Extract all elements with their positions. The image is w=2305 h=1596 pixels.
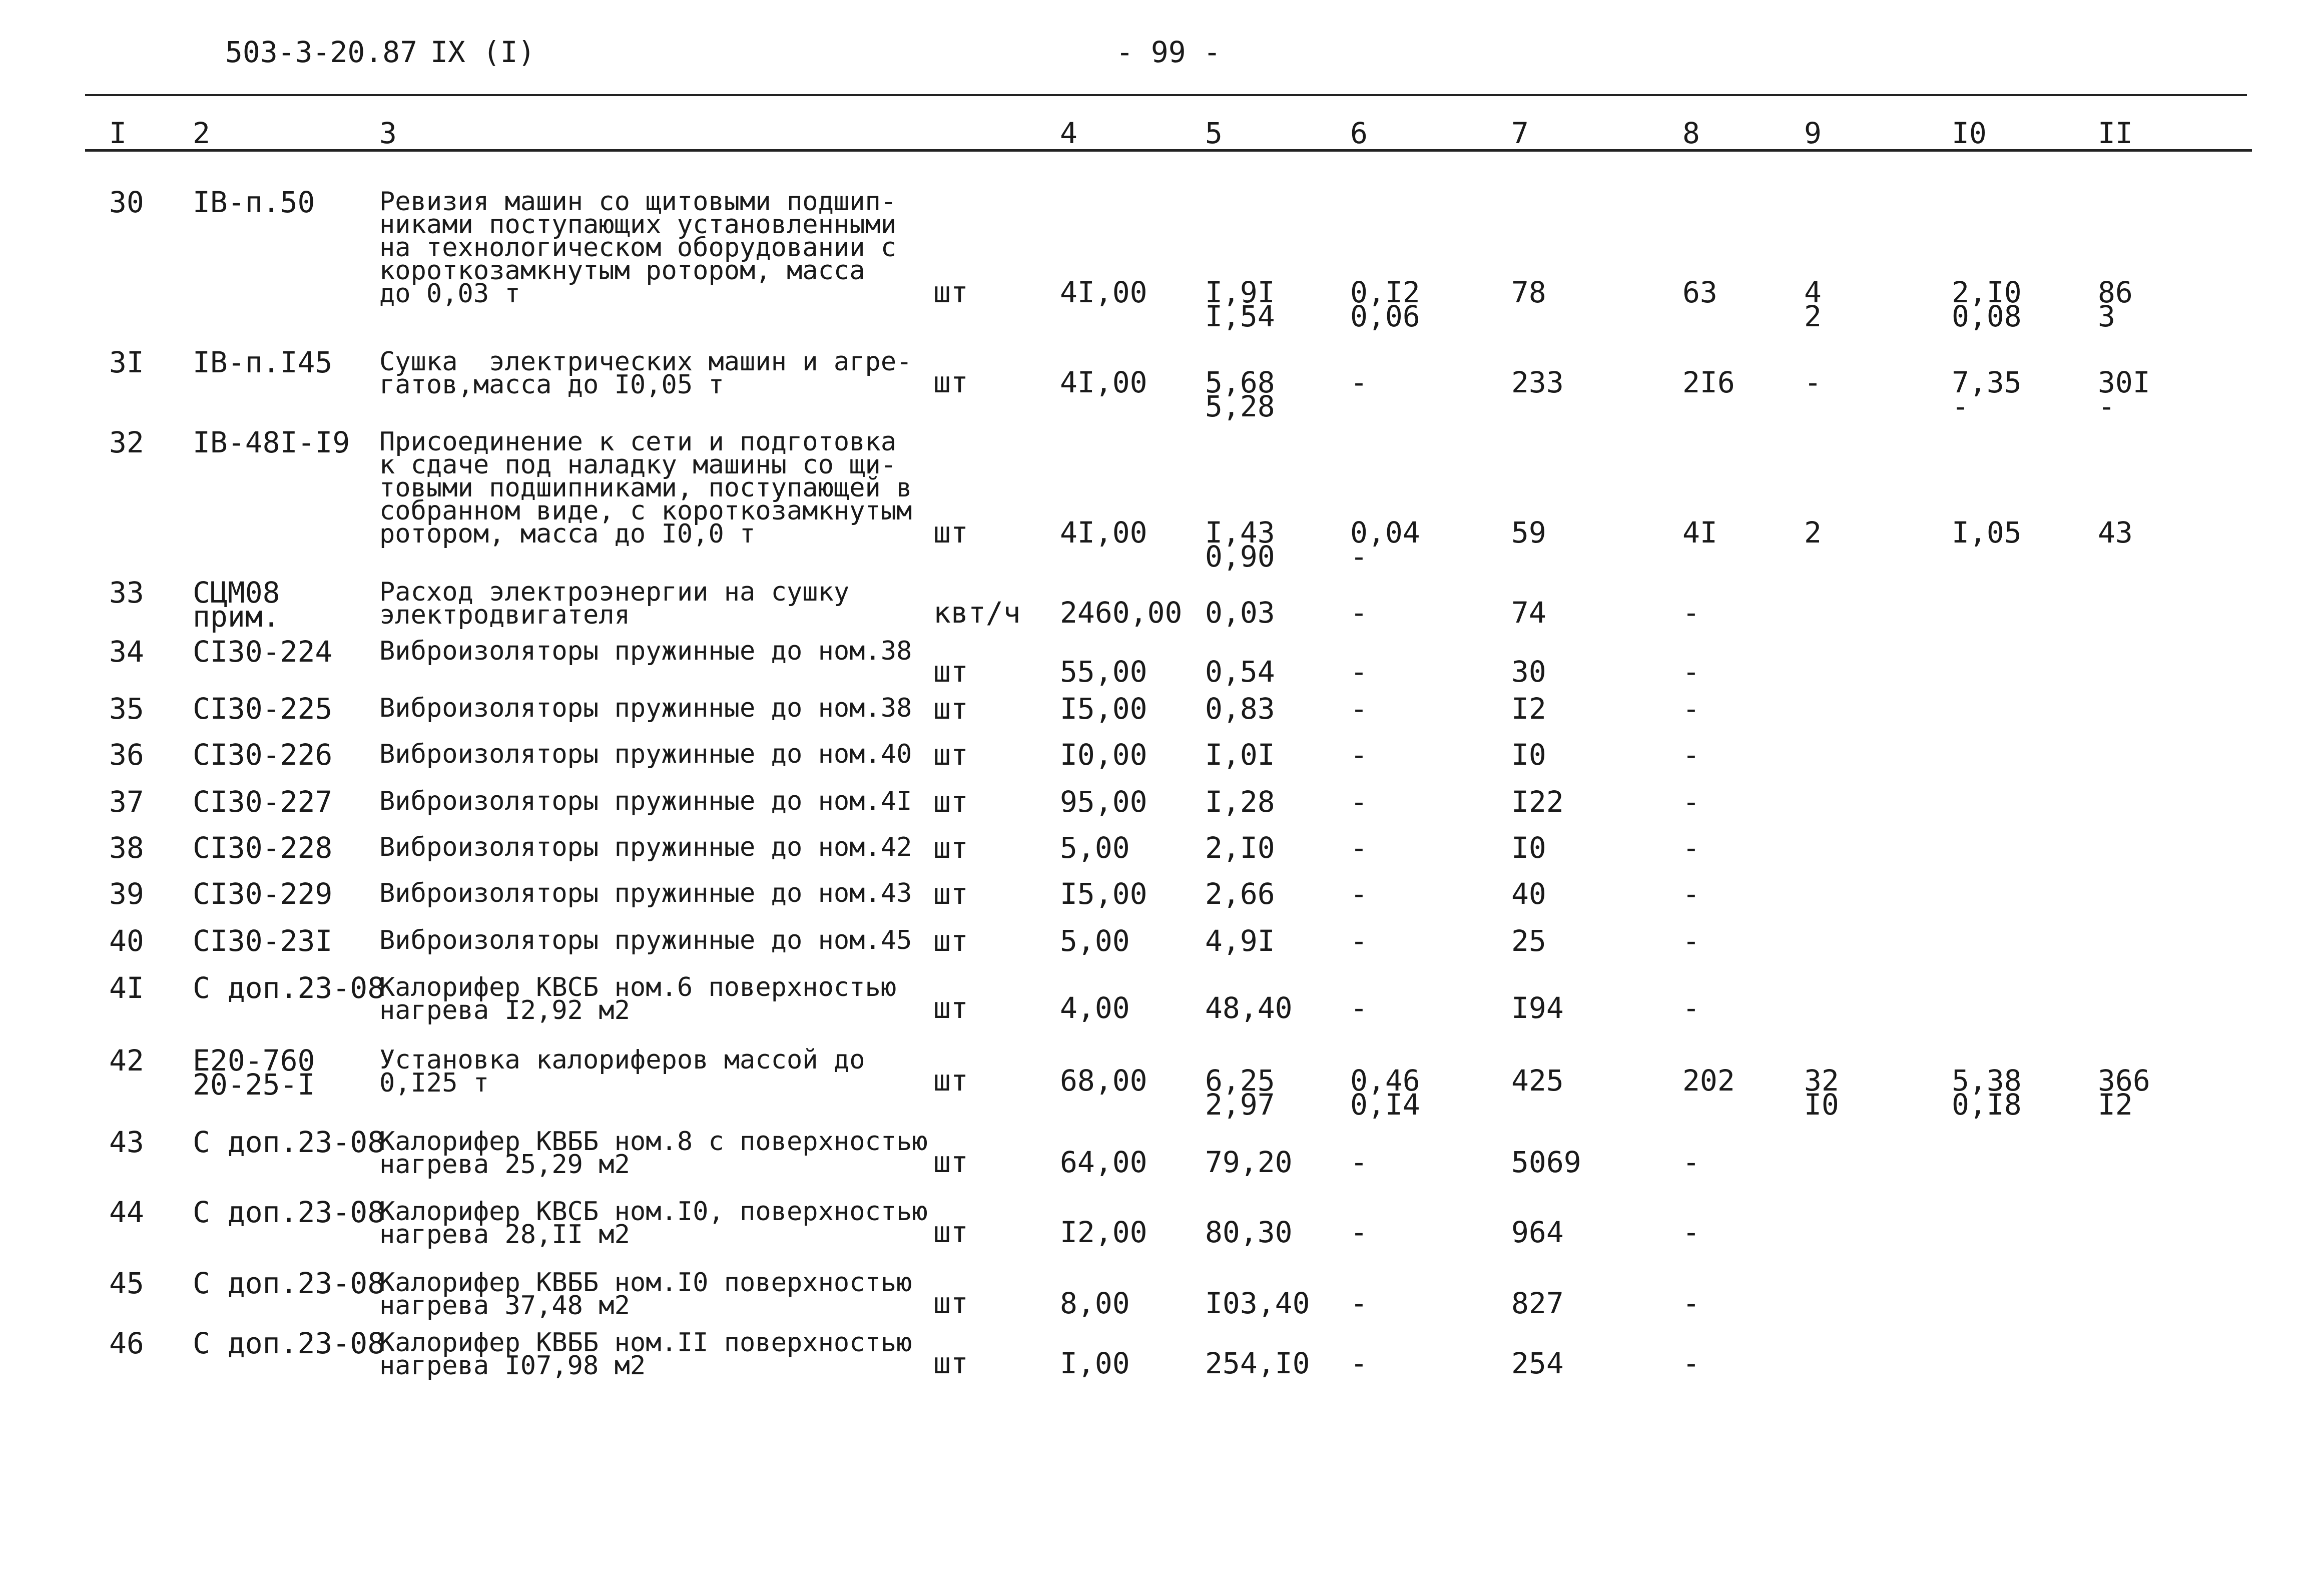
quantity-cell: 4,00	[1060, 991, 1130, 1025]
unit-cell: шт	[933, 1145, 968, 1179]
col7-cell: 25	[1511, 924, 1546, 958]
work-description: Калорифер КВББ ном.II поверхностью нагрева I07,98 м2	[379, 1328, 912, 1381]
column-number: 3	[379, 116, 397, 150]
col5-cell: 5,68 5,28	[1205, 365, 1275, 423]
col7-cell: 5069	[1511, 1145, 1581, 1179]
unit-cell: шт	[933, 991, 968, 1025]
unit-cell: квт/ч	[933, 596, 1021, 630]
col6-cell: -	[1350, 365, 1368, 399]
norm-code: IВ-п.I45	[193, 345, 333, 379]
col5-cell: 2,I0	[1205, 831, 1275, 865]
norm-code: С доп.23-08	[193, 1195, 385, 1229]
norm-code: С доп.23-08	[193, 1326, 385, 1360]
row-number: 35	[109, 692, 144, 726]
col7-cell: 30	[1511, 655, 1546, 689]
work-description: Виброизоляторы пружинные до ном.4I	[379, 786, 912, 816]
unit-cell: шт	[933, 692, 968, 726]
unit-cell: шт	[933, 365, 968, 399]
unit-cell: шт	[933, 655, 968, 689]
row-number: 3I	[109, 345, 144, 379]
work-description: Калорифер КВСБ ном.I0, поверхностью нагрева 28,II м2	[379, 1197, 928, 1250]
unit-cell: шт	[933, 1215, 968, 1249]
col10-cell: 5,38 0,I8	[1952, 1063, 2022, 1122]
work-description: Виброизоляторы пружинные до ном.38	[379, 636, 912, 666]
column-number: 2	[193, 116, 210, 150]
quantity-cell: I2,00	[1060, 1215, 1147, 1249]
norm-code: СI30-228	[193, 831, 333, 865]
work-description: Ревизия машин со щитовыми подшип- никами поступающих установленными на технологическом оборудовании с короткозамкнутым ротором, масса до 0,03 т	[379, 187, 897, 309]
col9-cell: 2	[1804, 515, 1822, 550]
col5-cell: I03,40	[1205, 1286, 1310, 1320]
quantity-cell: 5,00	[1060, 924, 1130, 958]
column-number: 8	[1682, 116, 1700, 150]
col5-cell: 0,83	[1205, 692, 1275, 726]
col6-cell: -	[1350, 877, 1368, 911]
col7-cell: 425	[1511, 1063, 1564, 1098]
col11-cell: 366 I2	[2098, 1063, 2150, 1122]
norm-code: С доп.23-08	[193, 1266, 385, 1300]
row-number: 33	[109, 576, 144, 610]
col7-cell: 74	[1511, 596, 1546, 630]
unit-cell: шт	[933, 1063, 968, 1098]
col5-cell: 254,I0	[1205, 1346, 1310, 1380]
unit-cell: шт	[933, 924, 968, 958]
column-number: I0	[1952, 116, 1987, 150]
work-description: Калорифер КВББ ном.8 с поверхностью нагрева 25,29 м2	[379, 1127, 928, 1180]
col7-cell: 233	[1511, 365, 1564, 399]
work-description: Сушка электрических машин и агре- гатов,масса до I0,05 т	[379, 347, 912, 400]
quantity-cell: 64,00	[1060, 1145, 1147, 1179]
unit-cell: шт	[933, 1346, 968, 1380]
col8-cell: -	[1682, 655, 1700, 689]
col9-cell: 4 2	[1804, 275, 1822, 333]
work-description: Присоединение к сети и подготовка к сдаче под наладку машины со щи- товыми подшипниками, поступающей в собранном виде, с короткозамкнутым ротором, масса до I0,0 т	[379, 427, 912, 549]
col5-cell: 2,66	[1205, 877, 1275, 911]
row-number: 30	[109, 185, 144, 219]
quantity-cell: 2460,00	[1060, 596, 1183, 630]
norm-code: СI30-224	[193, 635, 333, 669]
column-number: 5	[1205, 116, 1223, 150]
row-number: 39	[109, 877, 144, 911]
col7-cell: I0	[1511, 738, 1546, 772]
section-label: IX (I)	[430, 35, 535, 69]
col8-cell: 63	[1682, 275, 1717, 309]
col11-cell: 43	[2098, 515, 2133, 550]
quantity-cell: 55,00	[1060, 655, 1147, 689]
col6-cell: -	[1350, 738, 1368, 772]
norm-code: IВ-п.50	[193, 185, 315, 219]
unit-cell: шт	[933, 785, 968, 819]
work-description: Установка калориферов массой до 0,I25 т	[379, 1045, 865, 1098]
work-description: Виброизоляторы пружинные до ном.45	[379, 925, 912, 955]
col7-cell: 59	[1511, 515, 1546, 550]
col6-cell: -	[1350, 785, 1368, 819]
col7-cell: 40	[1511, 877, 1546, 911]
col6-cell: -	[1350, 991, 1368, 1025]
col5-cell: I,28	[1205, 785, 1275, 819]
col9-cell: -	[1804, 365, 1822, 399]
column-number: I	[109, 116, 127, 150]
col6-cell: 0,04 -	[1350, 515, 1420, 574]
col8-cell: -	[1682, 1286, 1700, 1320]
quantity-cell: I5,00	[1060, 692, 1147, 726]
unit-cell: шт	[933, 515, 968, 550]
unit-cell: шт	[933, 275, 968, 309]
row-number: 46	[109, 1326, 144, 1360]
col8-cell: -	[1682, 924, 1700, 958]
col5-cell: 4,9I	[1205, 924, 1275, 958]
col7-cell: 78	[1511, 275, 1546, 309]
col6-cell: -	[1350, 596, 1368, 630]
col8-cell: -	[1682, 1346, 1700, 1380]
unit-cell: шт	[933, 831, 968, 865]
norm-code: С доп.23-08	[193, 1125, 385, 1159]
quantity-cell: 8,00	[1060, 1286, 1130, 1320]
col8-cell: -	[1682, 596, 1700, 630]
norm-code: СЦМ08 прим.	[193, 576, 280, 634]
column-number: II	[2098, 116, 2133, 150]
col7-cell: I0	[1511, 831, 1546, 865]
col5-cell: 79,20	[1205, 1145, 1293, 1179]
col11-cell: 86 3	[2098, 275, 2133, 333]
header-rule-top	[85, 94, 2247, 96]
norm-code: СI30-227	[193, 785, 333, 819]
col5-cell: 80,30	[1205, 1215, 1293, 1249]
column-number: 6	[1350, 116, 1368, 150]
row-number: 34	[109, 635, 144, 669]
page-number: - 99 -	[1116, 35, 1221, 69]
norm-code: С доп.23-08	[193, 971, 385, 1005]
col5-cell: I,0I	[1205, 738, 1275, 772]
column-number: 7	[1511, 116, 1529, 150]
col8-cell: -	[1682, 991, 1700, 1025]
col6-cell: 0,46 0,I4	[1350, 1063, 1420, 1122]
col6-cell: -	[1350, 1215, 1368, 1249]
col8-cell: -	[1682, 738, 1700, 772]
col5-cell: 0,54	[1205, 655, 1275, 689]
col8-cell: -	[1682, 877, 1700, 911]
norm-code: Е20-760 20-25-I	[193, 1043, 315, 1102]
quantity-cell: I,00	[1060, 1346, 1130, 1380]
work-description: Виброизоляторы пружинные до ном.42	[379, 832, 912, 862]
unit-cell: шт	[933, 738, 968, 772]
row-number: 36	[109, 738, 144, 772]
row-number: 32	[109, 425, 144, 459]
col5-cell: I,9I I,54	[1205, 275, 1275, 333]
work-description: Виброизоляторы пружинные до ном.40	[379, 739, 912, 769]
col6-cell: -	[1350, 1145, 1368, 1179]
col10-cell: I,05	[1952, 515, 2022, 550]
col8-cell: -	[1682, 692, 1700, 726]
norm-code: СI30-225	[193, 692, 333, 726]
work-description: Калорифер КВББ ном.I0 поверхностью нагрева 37,48 м2	[379, 1268, 912, 1321]
quantity-cell: I5,00	[1060, 877, 1147, 911]
col8-cell: -	[1682, 831, 1700, 865]
quantity-cell: 68,00	[1060, 1063, 1147, 1098]
col9-cell: 32 I0	[1804, 1063, 1839, 1122]
norm-code: СI30-23I	[193, 924, 333, 958]
quantity-cell: 4I,00	[1060, 365, 1147, 399]
doc-code: 503-3-20.87	[225, 35, 418, 69]
row-number: 40	[109, 924, 144, 958]
norm-code: СI30-229	[193, 877, 333, 911]
unit-cell: шт	[933, 1286, 968, 1320]
col7-cell: 254	[1511, 1346, 1564, 1380]
col5-cell: 48,40	[1205, 991, 1293, 1025]
col7-cell: I2	[1511, 692, 1546, 726]
norm-code: СI30-226	[193, 738, 333, 772]
col6-cell: -	[1350, 692, 1368, 726]
col5-cell: 0,03	[1205, 596, 1275, 630]
row-number: 45	[109, 1266, 144, 1300]
quantity-cell: I0,00	[1060, 738, 1147, 772]
row-number: 44	[109, 1195, 144, 1229]
row-number: 38	[109, 831, 144, 865]
col7-cell: 827	[1511, 1286, 1564, 1320]
quantity-cell: 95,00	[1060, 785, 1147, 819]
col8-cell: 4I	[1682, 515, 1717, 550]
work-description: Калорифер КВСБ ном.6 поверхностью нагрева I2,92 м2	[379, 972, 897, 1025]
col7-cell: I22	[1511, 785, 1564, 819]
quantity-cell: 5,00	[1060, 831, 1130, 865]
quantity-cell: 4I,00	[1060, 515, 1147, 550]
col6-cell: -	[1350, 1286, 1368, 1320]
work-description: Виброизоляторы пружинные до ном.43	[379, 878, 912, 908]
col10-cell: 2,I0 0,08	[1952, 275, 2022, 333]
unit-cell: шт	[933, 877, 968, 911]
column-number: 9	[1804, 116, 1822, 150]
row-number: 42	[109, 1043, 144, 1078]
col8-cell: -	[1682, 785, 1700, 819]
col8-cell: 2I6	[1682, 365, 1735, 399]
col8-cell: -	[1682, 1145, 1700, 1179]
col6-cell: -	[1350, 924, 1368, 958]
header-rule-bottom	[85, 149, 2252, 152]
col5-cell: I,43 0,90	[1205, 515, 1275, 574]
work-description: Расход электроэнергии на сушку электродвигателя	[379, 577, 850, 630]
col8-cell: 202	[1682, 1063, 1735, 1098]
col6-cell: -	[1350, 1346, 1368, 1380]
col6-cell: 0,I2 0,06	[1350, 275, 1420, 333]
column-number: 4	[1060, 116, 1077, 150]
col8-cell: -	[1682, 1215, 1700, 1249]
norm-code: IВ-48I-I9	[193, 425, 350, 459]
col7-cell: 964	[1511, 1215, 1564, 1249]
work-description: Виброизоляторы пружинные до ном.38	[379, 693, 912, 723]
col7-cell: I94	[1511, 991, 1564, 1025]
col5-cell: 6,25 2,97	[1205, 1063, 1275, 1122]
row-number: 4I	[109, 971, 144, 1005]
col6-cell: -	[1350, 655, 1368, 689]
col11-cell: 30I -	[2098, 365, 2150, 423]
row-number: 37	[109, 785, 144, 819]
quantity-cell: 4I,00	[1060, 275, 1147, 309]
col10-cell: 7,35 -	[1952, 365, 2022, 423]
row-number: 43	[109, 1125, 144, 1159]
col6-cell: -	[1350, 831, 1368, 865]
